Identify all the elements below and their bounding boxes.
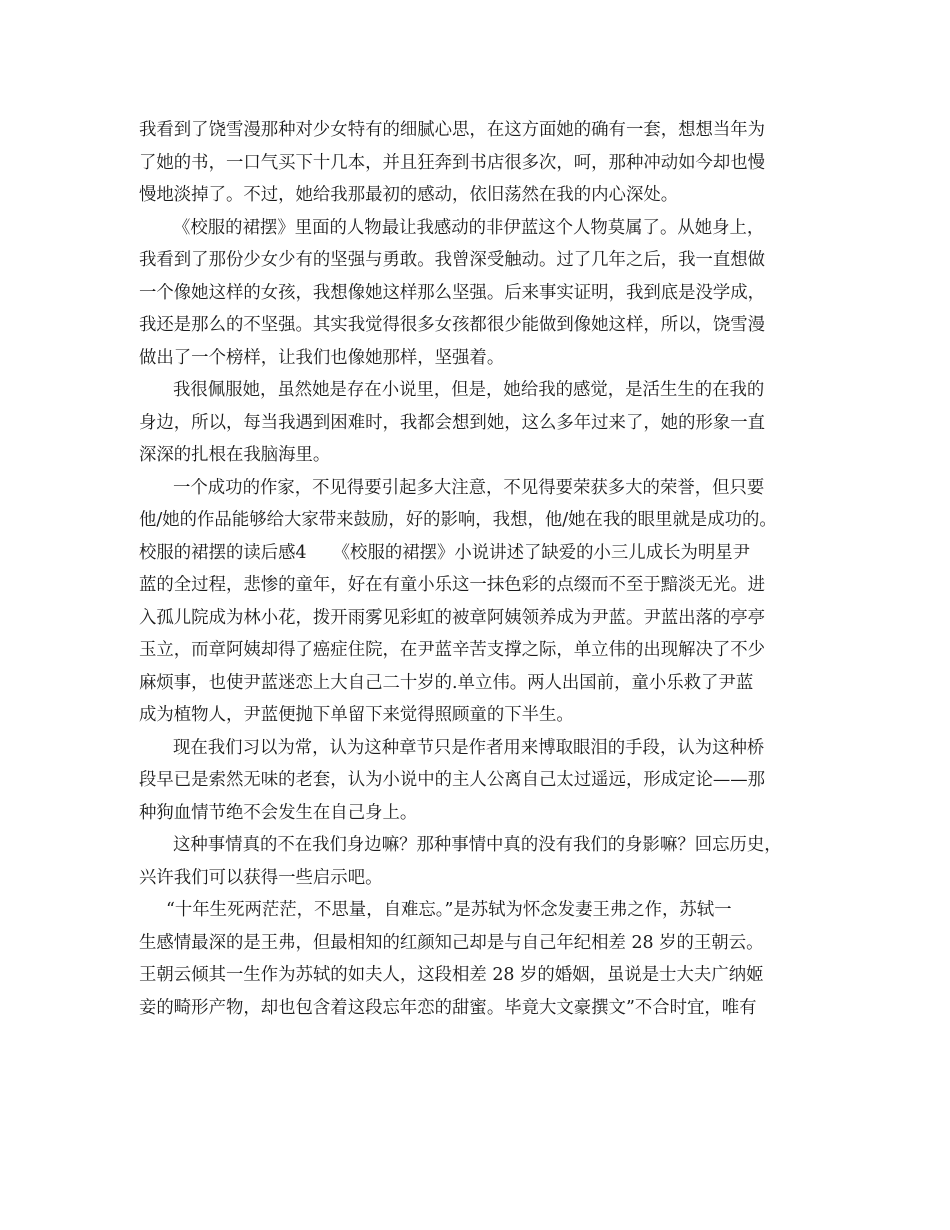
text-line: 成为植物人，尹蓝便抛下单留下来觉得照顾童的下半生。 bbox=[139, 705, 574, 725]
text-line: 一个像她这样的女孩，我想像她这样那么坚强。后来事实证明，我到底是没学成， bbox=[139, 282, 766, 303]
text-line: 段早已是索然无味的老套，认为小说中的主人公离自己太过遥远，形成定论——那 bbox=[139, 770, 766, 790]
text-line: 生感情最深的是王弗，但最相知的红颜知己却是与自己年纪相差 28 岁的王朝云。 bbox=[139, 932, 764, 953]
text-line: 现在我们习以为常，认为这种章节只是作者用来博取眼泪的手段，认为这种桥 bbox=[173, 737, 765, 758]
text-line: 了她的书，一口气买下十几本，并且狂奔到书店很多次，呵，那种冲动如今却也慢 bbox=[139, 152, 766, 173]
text-line: 麻烦事，也使尹蓝迷恋上大自己二十岁的.单立伟。两人出国前，童小乐救了尹蓝 bbox=[139, 672, 754, 693]
text-line: 我看到了饶雪漫那种对少女特有的细腻心思，在这方面她的确有一套，想想当年为 bbox=[139, 120, 766, 140]
text-line: 身边，所以，每当我遇到困难时，我都会想到她，这么多年过来了，她的形象一直 bbox=[139, 412, 766, 433]
text-line: 这种事情真的不在我们身边嘛？那种事情中真的没有我们的身影嘛？回忘历史， bbox=[173, 835, 782, 855]
text-line: 王朝云倾其一生作为苏轼的如夫人，这段相差 28 岁的婚姻，虽说是士大夫广纳姬 bbox=[139, 965, 764, 985]
text-line: 慢地淡掉了。不过，她给我那最初的感动，依旧荡然在我的内心深处。 bbox=[139, 185, 679, 205]
document-body bbox=[139, 114, 829, 1024]
text-line: 深深的扎根在我脑海里。 bbox=[139, 445, 331, 465]
text-line: 《校服的裙摆》里面的人物最让我感动的非伊蓝这个人物莫属了。从她身上， bbox=[173, 217, 765, 238]
text-line: 我很佩服她，虽然她是存在小说里，但是，她给我的感觉，是活生生的在我的 bbox=[173, 380, 765, 400]
text-line: “十年生死两茫茫，不思量，自难忘。”是苏轼为怀念发妻王弗之作，苏轼一 bbox=[166, 900, 732, 920]
text-line: 兴许我们可以获得一些启示吧。 bbox=[139, 867, 383, 888]
text-line: 校服的裙摆的读后感4 《校服的裙摆》小说讲述了缺爱的小三儿成长为明星尹 bbox=[139, 542, 751, 563]
text-line: 我看到了那份少女少有的坚强与勇敢。我曾深受触动。过了几年之后，我一直想做 bbox=[139, 250, 766, 270]
text-line: 一个成功的作家，不见得要引起多大注意，不见得要荣获多大的荣誉，但只要 bbox=[173, 477, 765, 498]
text-line: 妾的畸形产物，却也包含着这段忘年恋的甜蜜。毕竟大文豪撰文”不合时宜，唯有 bbox=[139, 997, 757, 1018]
text-line: 入孤儿院成为林小花，拨开雨雾见彩虹的被章阿姨领养成为尹蓝。尹蓝出落的亭亭 bbox=[139, 607, 766, 628]
text-line: 种狗血情节绝不会发生在自己身上。 bbox=[139, 802, 418, 823]
text-line: 他/她的作品能够给大家带来鼓励，好的影响，我想，他/她在我的眼里就是成功的。 bbox=[139, 510, 777, 530]
text-line: 玉立，而章阿姨却得了癌症住院，在尹蓝辛苦支撑之际，单立伟的出现解决了不少 bbox=[139, 640, 766, 660]
text-line: 做出了一个榜样，让我们也像她那样，坚强着。 bbox=[139, 347, 505, 368]
text-line: 我还是那么的不坚强。其实我觉得很多女孩都很少能做到像她这样，所以，饶雪漫 bbox=[139, 315, 766, 335]
text-line: 蓝的全过程，悲惨的童年，好在有童小乐这一抹色彩的点缀而不至于黯淡无光。进 bbox=[139, 575, 766, 595]
